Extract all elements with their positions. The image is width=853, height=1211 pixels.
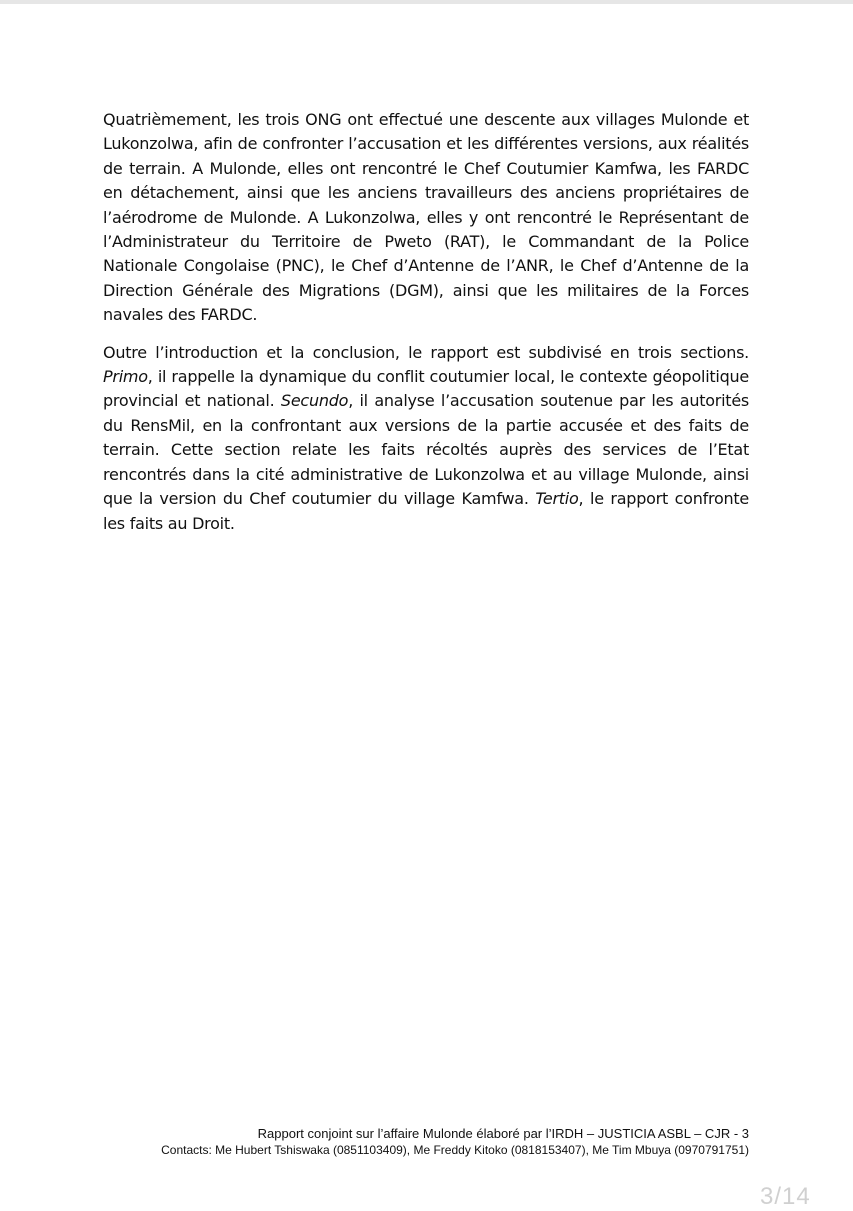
document-body [103,108,749,536]
footer-contacts: Contacts: Me Hubert Tshiswaka (0851103409), Me Freddy Kitoko (0818153407), Me Tim Mbuya (0970791751) [161,1143,749,1157]
paragraph-structure-section3: , le rapport confronte les faits au Droit. [103,489,749,533]
paragraph-structure-section2: , il analyse l’accusation soutenue par les autorités du RensMil, en la confrontant aux versions de la partie accusée et des faits de terrain. Cette section relate les faits récoltés auprès des services de l’Etat rencontrés dans la cité administrative de Lukonzolwa et au village Mulonde, ainsi que la version du Chef coutumier du village Kamfwa. [103,391,749,509]
paragraph-structure-intro: Outre l’introduction et la conclusion, le rapport est subdivisé en trois sections. [103,342,749,362]
secundo-term: Secundo [280,391,349,411]
page-top-edge [0,0,853,4]
primo-term: Primo [103,367,148,387]
page-number-indicator: 3/14 [760,1183,811,1210]
paragraph-structure-section1: , il rappelle la dynamique du conflit coutumier local, le contexte géopolitique provincial et national. [103,367,749,411]
tertio-term: Tertio [535,489,579,509]
paragraph-visits: Quatrièmement, les trois ONG ont effectué une descente aux villages Mulonde et Lukonzolwa, afin de confronter l’accusation et les différentes versions, aux réalités de terrain. A Mulonde, elles ont rencontré le Chef Coutumier Kamfwa, les FARDC en détachement, ainsi que les anciens travailleurs des anciens propriétaires de l’aérodrome de Mulonde. A Lukonzolwa, elles y ont rencontré le Représentant de l’Administrateur du Territoire de Pweto (RAT), le Commandant de la Police Nationale Congolaise (PNC), le Chef d’Antenne de l’ANR, le Chef d’Antenne de la Direction Générale des Migrations (DGM), ainsi que les militaires de la Forces navales des FARDC. [103,110,749,325]
page-footer [161,1125,749,1159]
footer-report-title: Rapport conjoint sur l’affaire Mulonde élaboré par l’IRDH – JUSTICIA ASBL – CJR - 3 [257,1126,749,1141]
paragraph-structure [103,341,749,536]
